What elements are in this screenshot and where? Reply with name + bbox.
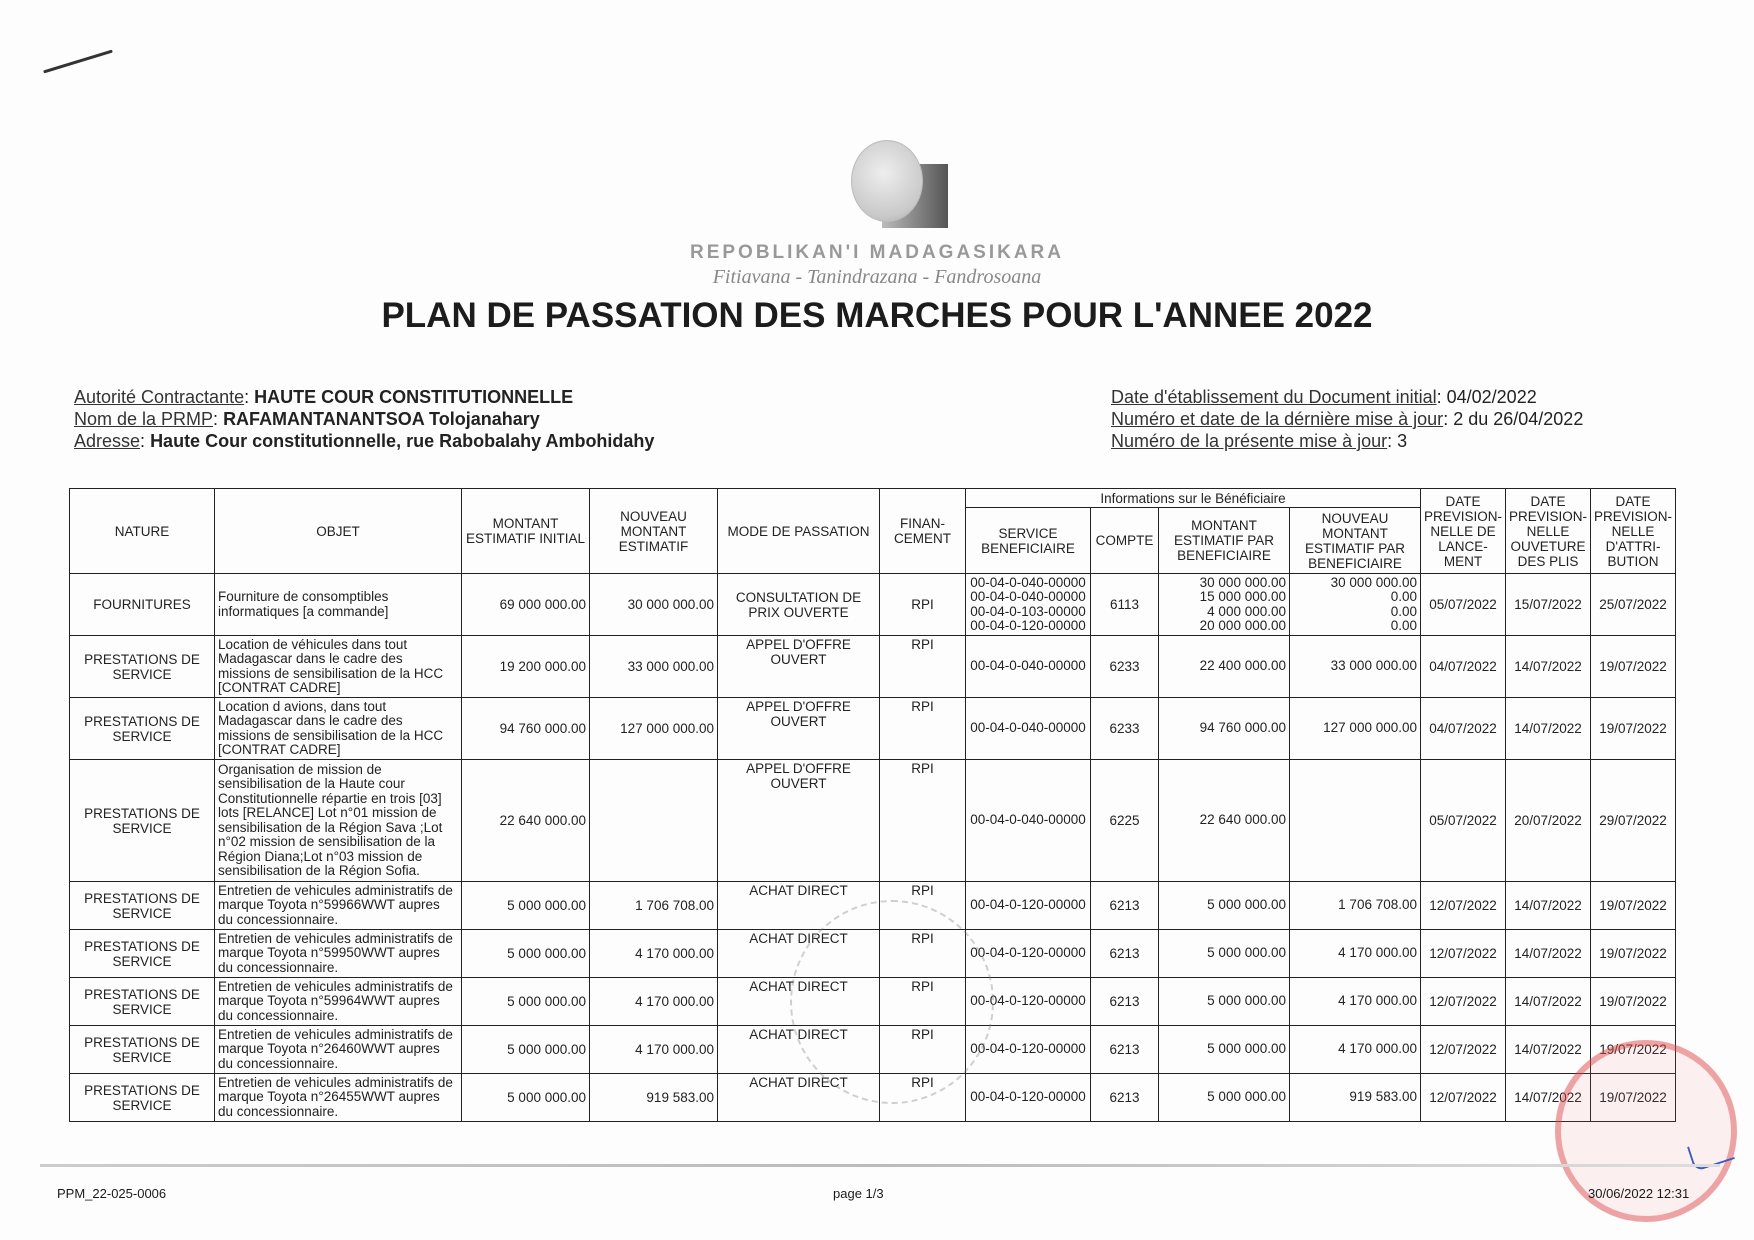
meta-value: Haute Cour constitutionnelle, rue Rabobalahy Ambohidahy — [150, 431, 655, 451]
col-header-date-attribution: DATE PREVISION-NELLE D'ATTRI-BUTION — [1591, 489, 1676, 574]
cell-date-ouverture: 14/07/2022 — [1506, 1026, 1591, 1074]
cell-date-attribution: 29/07/2022 — [1591, 760, 1676, 882]
document-id: PPM_22-025-0006 — [57, 1186, 167, 1201]
cell-nouveau-benef: 4 170 000.00 — [1290, 930, 1421, 978]
cell-objet: Location de véhicules dans tout Madagascar dans le cadre des missions de sensibilisation de la HCC [CONTRAT CADRE] — [215, 636, 462, 698]
cell-mode: APPEL D'OFFRE OUVERT — [718, 760, 880, 882]
cell-date-ouverture: 15/07/2022 — [1506, 574, 1591, 636]
meta-last-update: Numéro et date de la dérnière mise à jour: 2 du 26/04/2022 — [1111, 409, 1584, 429]
cell-date-attribution: 19/07/2022 — [1591, 636, 1676, 698]
scan-mark — [43, 50, 113, 74]
cell-compte: 6233 — [1091, 636, 1159, 698]
cell-nature: FOURNITURES — [70, 574, 215, 636]
table-row — [70, 760, 1676, 882]
cell-date-lancement: 05/07/2022 — [1421, 574, 1506, 636]
cell-service: 00-04-0-120-00000 — [966, 1074, 1091, 1122]
col-header-date-lancement: DATE PREVISION-NELLE DE LANCE-MENT — [1421, 489, 1506, 574]
cell-nouveau-montant: 4 170 000.00 — [590, 930, 718, 978]
cell-date-lancement: 12/07/2022 — [1421, 930, 1506, 978]
cell-service: 00-04-0-120-00000 — [966, 930, 1091, 978]
col-header-nouveau-benef: NOUVEAU MONTANT ESTIMATIF PAR BENEFICIAIRE — [1290, 508, 1421, 574]
cell-date-lancement: 12/07/2022 — [1421, 1074, 1506, 1122]
cell-nouveau-montant: 4 170 000.00 — [590, 978, 718, 1026]
cell-nouveau-montant: 1 706 708.00 — [590, 882, 718, 930]
cell-compte: 6213 — [1091, 1026, 1159, 1074]
cell-montant-benef: 5 000 000.00 — [1159, 1074, 1290, 1122]
cell-date-attribution: 19/07/2022 — [1591, 698, 1676, 760]
meta-value: RAFAMANTANANTSOA Tolojanahary — [223, 409, 540, 429]
cell-date-attribution: 19/07/2022 — [1591, 882, 1676, 930]
meta-initial-date: Date d'établissement du Document initial: 04/02/2022 — [1111, 387, 1537, 407]
cell-date-attribution: 19/07/2022 — [1591, 930, 1676, 978]
page-title: PLAN DE PASSATION DES MARCHES POUR L'ANNEE 2022 — [381, 296, 1373, 335]
cell-nouveau-benef: 33 000 000.00 — [1290, 636, 1421, 698]
cell-date-ouverture: 14/07/2022 — [1506, 882, 1591, 930]
cell-mode: ACHAT DIRECT — [718, 930, 880, 978]
cell-financement: RPI — [880, 930, 966, 978]
cell-financement: RPI — [880, 882, 966, 930]
cell-objet: Fourniture de consomptibles informatiques [a commande] — [215, 574, 462, 636]
cell-date-attribution: 19/07/2022 — [1591, 1074, 1676, 1122]
table-row — [70, 636, 1676, 698]
cell-date-lancement: 04/07/2022 — [1421, 636, 1506, 698]
cell-nouveau-benef: 1 706 708.00 — [1290, 882, 1421, 930]
cell-date-lancement: 12/07/2022 — [1421, 882, 1506, 930]
cell-date-ouverture: 14/07/2022 — [1506, 930, 1591, 978]
meta-label: Numéro de la présente mise à jour — [1111, 431, 1388, 451]
cell-montant-initial: 69 000 000.00 — [462, 574, 590, 636]
cell-financement: RPI — [880, 698, 966, 760]
footer-divider — [40, 1164, 1720, 1167]
meta-label: Autorité Contractante — [74, 387, 245, 407]
cell-date-ouverture: 14/07/2022 — [1506, 978, 1591, 1026]
cell-montant-benef: 30 000 000.00 15 000 000.00 4 000 000.00 20 000 000.00 — [1159, 574, 1290, 636]
col-header-nature: NATURE — [70, 489, 215, 574]
col-header-nouveau-montant: NOUVEAU MONTANT ESTIMATIF — [590, 489, 718, 574]
cell-mode: CONSULTATION DE PRIX OUVERTE — [718, 574, 880, 636]
cell-nouveau-montant: 4 170 000.00 — [590, 1026, 718, 1074]
cell-nouveau-montant — [590, 760, 718, 882]
document-dates-info — [1111, 386, 1583, 452]
cell-montant-benef: 5 000 000.00 — [1159, 882, 1290, 930]
cell-service: 00-04-0-040-00000 — [966, 698, 1091, 760]
meta-label: Nom de la PRMP — [74, 409, 214, 429]
cell-nature: PRESTATIONS DE SERVICE — [70, 760, 215, 882]
republic-name: REPOBLIKAN'I MADAGASIKARA — [689, 242, 1065, 263]
cell-nature: PRESTATIONS DE SERVICE — [70, 882, 215, 930]
cell-financement: RPI — [880, 574, 966, 636]
cell-date-attribution: 19/07/2022 — [1591, 1026, 1676, 1074]
cell-date-ouverture: 14/07/2022 — [1506, 1074, 1591, 1122]
cell-montant-benef: 94 760 000.00 — [1159, 698, 1290, 760]
col-header-objet: OBJET — [215, 489, 462, 574]
cell-date-lancement: 12/07/2022 — [1421, 1026, 1506, 1074]
national-motto: Fitiavana - Tanindrazana - Fandrosoana — [712, 266, 1042, 288]
cell-montant-initial: 5 000 000.00 — [462, 1074, 590, 1122]
cell-montant-benef: 5 000 000.00 — [1159, 1026, 1290, 1074]
meta-authority: Autorité Contractante: HAUTE COUR CONSTITUTIONNELLE — [74, 387, 574, 407]
cell-compte: 6213 — [1091, 978, 1159, 1026]
cell-date-ouverture: 20/07/2022 — [1506, 760, 1591, 882]
col-header-compte: COMPTE — [1091, 508, 1159, 574]
cell-service: 00-04-0-040-00000 — [966, 760, 1091, 882]
cell-montant-initial: 5 000 000.00 — [462, 882, 590, 930]
cell-montant-benef: 5 000 000.00 — [1159, 930, 1290, 978]
cell-service: 00-04-0-040-00000 — [966, 636, 1091, 698]
cell-service: 00-04-0-120-00000 — [966, 882, 1091, 930]
cell-financement: RPI — [880, 760, 966, 882]
col-header-service: SERVICE BENEFICIAIRE — [966, 508, 1091, 574]
cell-nature: PRESTATIONS DE SERVICE — [70, 636, 215, 698]
cell-nature: PRESTATIONS DE SERVICE — [70, 930, 215, 978]
cell-date-ouverture: 14/07/2022 — [1506, 698, 1591, 760]
cell-montant-initial: 19 200 000.00 — [462, 636, 590, 698]
cell-service: 00-04-0-040-00000 00-04-0-040-00000 00-04-0-103-00000 00-04-0-120-00000 — [966, 574, 1091, 636]
cell-service: 00-04-0-120-00000 — [966, 978, 1091, 1026]
cell-objet: Entretien de vehicules administratifs de marque Toyota n°59966WWT aupres du concessionnaire. — [215, 882, 462, 930]
col-header-montant-initial: MONTANT ESTIMATIF INITIAL — [462, 489, 590, 574]
cell-montant-initial: 94 760 000.00 — [462, 698, 590, 760]
cell-nature: PRESTATIONS DE SERVICE — [70, 1026, 215, 1074]
cell-nouveau-montant: 919 583.00 — [590, 1074, 718, 1122]
cell-date-lancement: 04/07/2022 — [1421, 698, 1506, 760]
table-header-row — [70, 489, 1676, 508]
cell-financement: RPI — [880, 1026, 966, 1074]
meta-value: 2 du 26/04/2022 — [1453, 409, 1584, 429]
cell-compte: 6113 — [1091, 574, 1159, 636]
cell-nouveau-benef: 4 170 000.00 — [1290, 978, 1421, 1026]
cell-objet: Entretien de vehicules administratifs de marque Toyota n°26460WWT aupres du concessionnaire. — [215, 1026, 462, 1074]
cell-mode: ACHAT DIRECT — [718, 882, 880, 930]
cell-montant-benef: 22 640 000.00 — [1159, 760, 1290, 882]
cell-mode: APPEL D'OFFRE OUVERT — [718, 698, 880, 760]
cell-compte: 6213 — [1091, 930, 1159, 978]
cell-montant-initial: 22 640 000.00 — [462, 760, 590, 882]
cell-nouveau-benef: 919 583.00 — [1290, 1074, 1421, 1122]
cell-montant-initial: 5 000 000.00 — [462, 930, 590, 978]
table-row — [70, 698, 1676, 760]
col-header-montant-benef: MONTANT ESTIMATIF PAR BENEFICIAIRE — [1159, 508, 1290, 574]
cell-nouveau-montant: 30 000 000.00 — [590, 574, 718, 636]
cell-mode: ACHAT DIRECT — [718, 1074, 880, 1122]
cell-objet: Entretien de vehicules administratifs de marque Toyota n°59964WWT aupres du concessionnaire. — [215, 978, 462, 1026]
cell-montant-benef: 22 400 000.00 — [1159, 636, 1290, 698]
cell-financement: RPI — [880, 636, 966, 698]
print-timestamp: 30/06/2022 12:31 — [1588, 1186, 1690, 1201]
cell-objet: Entretien de vehicules administratifs de marque Toyota n°59950WWT aupres du concessionnaire. — [215, 930, 462, 978]
meta-value: 3 — [1397, 431, 1408, 451]
cell-nouveau-montant: 127 000 000.00 — [590, 698, 718, 760]
cell-mode: ACHAT DIRECT — [718, 1026, 880, 1074]
authority-info — [74, 386, 654, 452]
group-header-beneficiaire: Informations sur le Bénéficiaire — [966, 489, 1421, 508]
cell-mode: APPEL D'OFFRE OUVERT — [718, 636, 880, 698]
meta-label: Numéro et date de la dérnière mise à jour — [1111, 409, 1444, 429]
cell-financement: RPI — [880, 1074, 966, 1122]
cell-mode: ACHAT DIRECT — [718, 978, 880, 1026]
meta-label: Date d'établissement du Document initial — [1111, 387, 1437, 407]
table-row — [70, 574, 1676, 636]
cell-montant-initial: 5 000 000.00 — [462, 978, 590, 1026]
cell-date-lancement: 12/07/2022 — [1421, 978, 1506, 1026]
cell-nouveau-benef: 4 170 000.00 — [1290, 1026, 1421, 1074]
cell-nature: PRESTATIONS DE SERVICE — [70, 978, 215, 1026]
cell-date-attribution: 19/07/2022 — [1591, 978, 1676, 1026]
meta-prmp: Nom de la PRMP: RAFAMANTANANTSOA Tolojanahary — [74, 409, 540, 429]
cell-date-attribution: 25/07/2022 — [1591, 574, 1676, 636]
meta-label: Adresse — [74, 431, 141, 451]
cell-nouveau-benef: 127 000 000.00 — [1290, 698, 1421, 760]
cell-compte: 6213 — [1091, 882, 1159, 930]
cell-objet: Location d avions, dans tout Madagascar dans le cadre des missions de sensibilisation de la HCC [CONTRAT CADRE] — [215, 698, 462, 760]
cell-nouveau-montant: 33 000 000.00 — [590, 636, 718, 698]
col-header-date-ouverture: DATE PREVISION-NELLE OUVETURE DES PLIS — [1506, 489, 1591, 574]
meta-address: Adresse: Haute Cour constitutionnelle, rue Rabobalahy Ambohidahy — [74, 431, 655, 451]
cell-nature: PRESTATIONS DE SERVICE — [70, 1074, 215, 1122]
cell-montant-initial: 5 000 000.00 — [462, 1026, 590, 1074]
cell-financement: RPI — [880, 978, 966, 1026]
meta-value: HAUTE COUR CONSTITUTIONNELLE — [254, 387, 574, 407]
cell-compte: 6233 — [1091, 698, 1159, 760]
official-stamp-grey — [790, 900, 994, 1104]
cell-compte: 6225 — [1091, 760, 1159, 882]
cell-nouveau-benef: 30 000 000.00 0.00 0.00 0.00 — [1290, 574, 1421, 636]
cell-service: 00-04-0-120-00000 — [966, 1026, 1091, 1074]
cell-montant-benef: 5 000 000.00 — [1159, 978, 1290, 1026]
cell-objet: Organisation de mission de sensibilisation de la Haute cour Constitutionnelle répartie en trois [03] lots [RELANCE] Lot n°01 mission de sensibilisation de la Région Sava ;Lot n°02 mission de sensibilisation de la Région Diana;Lot n°03 mission de sensibilisation de la Région Sofia. — [215, 760, 462, 882]
cell-date-ouverture: 14/07/2022 — [1506, 636, 1591, 698]
emblem-seal — [851, 140, 923, 222]
cell-nouveau-benef — [1290, 760, 1421, 882]
col-header-mode: MODE DE PASSATION — [718, 489, 880, 574]
meta-value: 04/02/2022 — [1446, 387, 1537, 407]
madagascar-emblem-icon — [848, 138, 950, 230]
cell-date-lancement: 05/07/2022 — [1421, 760, 1506, 882]
cell-nature: PRESTATIONS DE SERVICE — [70, 698, 215, 760]
page-number: page 1/3 — [833, 1186, 884, 1201]
cell-objet: Entretien de vehicules administratifs de marque Toyota n°26455WWT aupres du concessionnaire. — [215, 1074, 462, 1122]
meta-current-update: Numéro de la présente mise à jour: 3 — [1111, 431, 1408, 451]
col-header-financement: FINAN-CEMENT — [880, 489, 966, 574]
cell-compte: 6213 — [1091, 1074, 1159, 1122]
